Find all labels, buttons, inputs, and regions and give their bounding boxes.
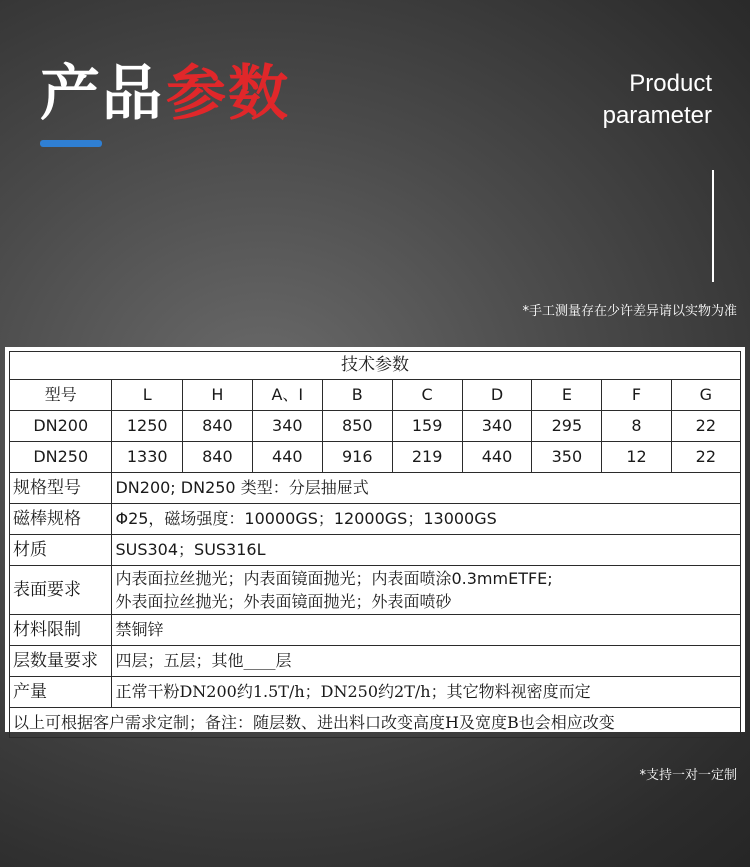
table-cell: 850 — [322, 411, 392, 442]
measurement-note: *手工测量存在少许差异请以实物为准 — [522, 304, 737, 319]
spec-value: Φ25，磁场强度：10000GS；12000GS；13000GS — [112, 504, 741, 535]
model-cell: DN250 — [10, 442, 112, 473]
spec-value: DN200; DN250 类型：分层抽屉式 — [112, 473, 741, 504]
table-cell: 8 — [602, 411, 671, 442]
spec-label: 材料限制 — [10, 615, 112, 646]
spec-value-multiline — [112, 566, 741, 615]
spec-label: 磁棒规格 — [10, 504, 112, 535]
title-red-part: 参数 — [166, 59, 290, 129]
title-white-part: 产品 — [40, 59, 164, 129]
table-cell: 916 — [322, 442, 392, 473]
spec-value: 四层；五层；其他____层 — [112, 646, 741, 677]
spec-value: 禁铜锌 — [112, 615, 741, 646]
table-cell: 350 — [532, 442, 602, 473]
spec-value: 正常干粉DN200约1.5T/h；DN250约2T/h；其它物料视密度而定 — [112, 677, 741, 708]
column-header: L — [112, 380, 182, 411]
spec-row — [10, 646, 741, 677]
table-cell: 440 — [252, 442, 322, 473]
english-subtitle-line1: Product — [629, 70, 712, 97]
spec-row — [10, 535, 741, 566]
table-cell: 340 — [252, 411, 322, 442]
english-subtitle — [603, 68, 712, 132]
spec-row — [10, 677, 741, 708]
column-header: A、I — [252, 380, 322, 411]
spec-row — [10, 473, 741, 504]
table-heading: 技术参数 — [10, 352, 741, 380]
footer-row — [10, 708, 741, 738]
english-subtitle-line2: parameter — [602, 102, 712, 129]
surface-line-2: 外表面拉丝抛光；外表面镜面抛光；外表面喷砂 — [115, 592, 452, 611]
table-cell: 840 — [182, 442, 252, 473]
column-header: B — [322, 380, 392, 411]
table-footer-note: 以上可根据客户需求定制；备注：随层数、进出料口改变高度H及宽度B也会相应改变 — [10, 708, 741, 738]
column-header: C — [392, 380, 462, 411]
title-underline-accent — [40, 140, 102, 147]
table-cell: 22 — [671, 442, 740, 473]
column-header: E — [532, 380, 602, 411]
column-header: G — [671, 380, 740, 411]
table-cell: 159 — [392, 411, 462, 442]
spec-label: 材质 — [10, 535, 112, 566]
spec-row — [10, 615, 741, 646]
table-cell: 12 — [602, 442, 671, 473]
column-header: F — [602, 380, 671, 411]
column-header: 型号 — [10, 380, 112, 411]
spec-value: SUS304；SUS316L — [112, 535, 741, 566]
spec-label: 规格型号 — [10, 473, 112, 504]
table-row — [10, 442, 741, 473]
spec-row — [10, 566, 741, 615]
model-cell: DN200 — [10, 411, 112, 442]
table-cell: 340 — [462, 411, 532, 442]
parameter-table-card — [5, 347, 745, 732]
spec-label: 表面要求 — [10, 566, 112, 615]
page-title — [40, 58, 290, 130]
table-cell: 1330 — [112, 442, 182, 473]
table-cell: 1250 — [112, 411, 182, 442]
column-header: H — [182, 380, 252, 411]
customization-note: *支持一对一定制 — [639, 768, 737, 783]
parameter-table — [9, 351, 741, 738]
table-cell: 219 — [392, 442, 462, 473]
surface-line-1: 内表面拉丝抛光；内表面镜面抛光；内表面喷涂0.3mmETFE; — [115, 569, 553, 588]
spec-label: 产量 — [10, 677, 112, 708]
table-row — [10, 411, 741, 442]
table-cell: 840 — [182, 411, 252, 442]
table-cell: 22 — [671, 411, 740, 442]
spec-label: 层数量要求 — [10, 646, 112, 677]
column-header: D — [462, 380, 532, 411]
spec-row — [10, 504, 741, 535]
table-cell: 440 — [462, 442, 532, 473]
table-cell: 295 — [532, 411, 602, 442]
vertical-divider — [712, 170, 714, 282]
